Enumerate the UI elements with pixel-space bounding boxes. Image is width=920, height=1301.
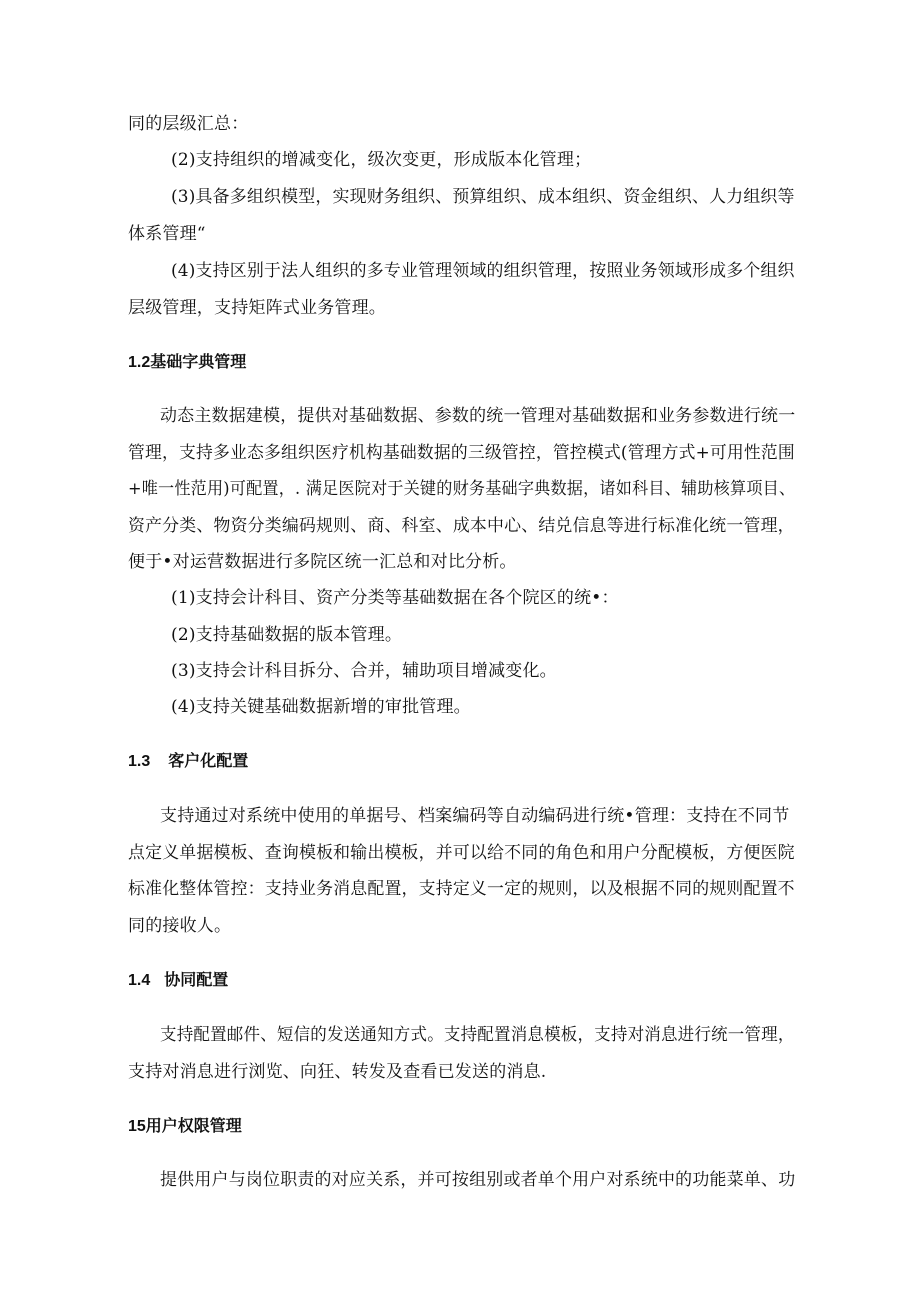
section-title: 基础字典管理 [150, 352, 247, 371]
paragraph-line: 同的层级汇总： [128, 114, 249, 134]
paragraph-line: 体系管理“ [128, 224, 206, 244]
paragraph-line: 支持对消息进行浏览、向狂、转发及查看已发送的消息. [128, 1062, 547, 1082]
section-title: 协同配置 [164, 970, 229, 989]
paragraph-line: +唯一性范用)可配置，. 满足医院对于关键的财务基础字典数据，诸如科目、辅助核算项目、 [128, 479, 796, 499]
section-heading-1-2 [128, 351, 246, 374]
list-item: (1)支持会计科目、资产分类等基础数据在各个院区的统•： [171, 588, 619, 608]
paragraph-line: 资产分类、物资分类编码规则、商、科室、成本中心、结兑信息等进行标准化统一管理， [128, 516, 795, 536]
paragraph-line: 标准化整体管控：支持业务消息配置，支持定义一定的规则，以及根据不同的规则配置不 [128, 879, 795, 899]
section-title: 客户化配置 [168, 751, 249, 770]
section-number: 1.3 [128, 753, 151, 770]
list-item: (2)支持基础数据的版本管理。 [171, 625, 403, 645]
section-number: 1.2 [128, 354, 151, 371]
list-item: (4)支持关键基础数据新增的审批管理。 [171, 697, 471, 717]
section-number: 15 [128, 1118, 146, 1135]
list-item: (3)支持会计科目拆分、合并，辅助项目增减变化。 [171, 661, 557, 681]
section-heading-1-3 [128, 750, 248, 773]
list-item: (2)支持组织的增减变化，级次变更，形成版本化管理； [171, 150, 592, 170]
section-heading-1-4 [128, 969, 228, 992]
list-item: (3)具备多组织模型，实现财务组织、预算组织、成本组织、资金组织、人力组织等 [171, 187, 795, 207]
paragraph-line: 支持通过对系统中使用的单据号、档案编码等自动编码进行统•管理：支持在不同节 [160, 806, 790, 826]
paragraph-line: 提供用户与岗位职责的对应关系，并可按组别或者单个用户对系统中的功能菜单、功 [160, 1170, 796, 1190]
paragraph-line: 便于•对运营数据进行多院区统一汇总和对比分析。 [128, 552, 517, 572]
section-title: 用户权限管理 [145, 1116, 242, 1135]
paragraph-line: 管理，支持多业态多组织医疗机构基础数据的三级管控，管控模式(管理方式+可用性范围 [128, 443, 795, 463]
paragraph-line: 动态主数据建模，提供对基础数据、参数的统一管理对基础数据和业务参数进行统一 [160, 406, 796, 426]
section-heading-1-5 [128, 1115, 242, 1138]
paragraph-line: 层级管理，支持矩阵式业务管理。 [128, 298, 386, 318]
paragraph-line: 同的接收人。 [128, 916, 232, 936]
section-number: 1.4 [128, 972, 151, 989]
paragraph-line: 支持配置邮件、短信的发送通知方式。支持配置消息模板，支持对消息进行统一管理， [160, 1025, 795, 1045]
paragraph-line: 点定义单据模板、查询模板和输出模板，并可以给不同的角色和用户分配模板，方便医院 [128, 843, 795, 863]
list-item: (4)支持区别于法人组织的多专业管理领域的组织管理，按照业务领域形成多个组织 [171, 261, 795, 281]
